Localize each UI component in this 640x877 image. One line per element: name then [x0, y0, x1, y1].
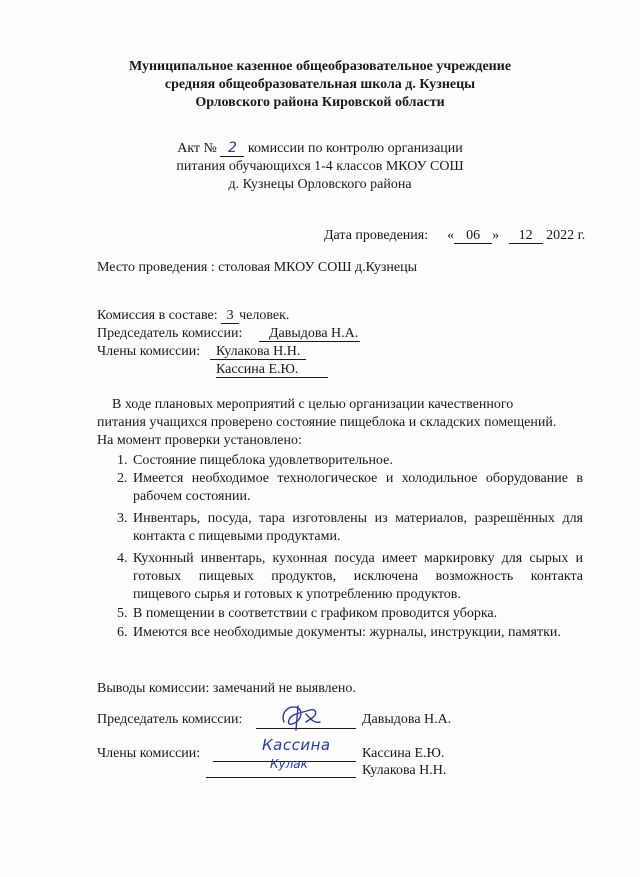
intro-line-2: питания учащихся проверено состояние пищеблока и складских помещений. [97, 415, 557, 430]
finding-3-line-1: Инвентарь, посуда, тара изготовлены из материалов, разрешённых для [133, 511, 583, 526]
finding-4-line-3: пищевого сырья и готовых к употреблению продуктов. [133, 587, 461, 602]
quote-open: « [447, 228, 455, 243]
member-2-handwritten-signature: Кулак [270, 757, 308, 771]
inspection-place: Место проведения : столовая МКОУ СОШ д.Кузнецы [97, 260, 417, 275]
date-day: 06 [454, 229, 492, 244]
act-title-line-2: питания обучающихся 1-4 классов МКОУ СОШ [176, 159, 464, 174]
finding-4-line-1: Кухонный инвентарь, кухонная посуда имеет маркировку для сырых и [133, 551, 583, 566]
intro-line-1: В ходе плановых мероприятий с целью организации качественного [112, 397, 514, 412]
finding-4-line-2: готовых пищевых продуктов, исключена возможность контакта [133, 569, 583, 584]
quote-close: » [492, 228, 500, 243]
composition-label: Комиссия в составе: [97, 308, 218, 323]
members-label: Члены комиссии: [97, 344, 201, 359]
chair-name: Давыдова Н.А. [259, 325, 360, 343]
commission-composition [97, 307, 289, 325]
commission-conclusion: Выводы комиссии: замечаний не выявлено. [97, 681, 356, 696]
date-year: 2022 г. [546, 228, 586, 243]
inspection-date [324, 227, 585, 245]
finding-3-line-2: контакта с пищевыми продуктами. [133, 529, 341, 544]
act-title-rest: комиссии по контролю организации [247, 141, 463, 156]
member-1-name: Кулакова Н.Н. [210, 343, 306, 361]
date-month: 12 [509, 229, 543, 244]
signature-chair-label: Председатель комиссии: [97, 712, 243, 727]
org-name-line-2: средняя общеобразовательная школа д. Кузнецы [164, 77, 476, 92]
act-title-line-3: д. Кузнецы Орловского района [228, 177, 412, 192]
finding-1-line-1: Состояние пищеблока удовлетворительное. [133, 453, 393, 468]
finding-4-number: 4. [117, 551, 128, 566]
signature-member-2-name: Кулакова Н.Н. [362, 763, 447, 778]
finding-6-line-1: Имеются все необходимые документы: журналы, инструкции, памятки. [133, 625, 561, 640]
finding-5-line-1: В помещении в соответствии с графиком проводится уборка. [133, 606, 498, 621]
finding-6-number: 6. [117, 625, 128, 640]
finding-3-number: 3. [117, 511, 128, 526]
finding-2-line-2: рабочем состоянии. [133, 489, 251, 504]
act-prefix: Акт № [177, 141, 217, 156]
finding-1-number: 1. [117, 453, 128, 468]
count-suffix: человек. [239, 308, 290, 323]
act-number: 2 [220, 141, 244, 157]
signature-chair-name: Давыдова Н.А. [362, 712, 452, 727]
signature-member-2-line [206, 777, 356, 778]
signature-members-label: Члены комиссии: [97, 746, 201, 761]
commission-chair [97, 325, 242, 343]
member-1-handwritten-signature: Кассина [262, 736, 331, 754]
chair-label: Председатель комиссии: [97, 326, 243, 341]
member-count: 3 [221, 309, 239, 324]
finding-5-number: 5. [117, 606, 128, 621]
chair-signature-icon [276, 700, 326, 734]
date-label: Дата проведения: [324, 228, 429, 243]
org-name-line-1: Муниципальное казенное общеобразовательное учреждение [128, 59, 512, 74]
act-title-line-1 [0, 140, 640, 158]
finding-2-number: 2. [117, 471, 128, 486]
member-2-name: Кассина Е.Ю. [216, 361, 328, 379]
org-name-line-3: Орловского района Кировской области [195, 95, 445, 110]
signature-member-1-name: Кассина Е.Ю. [362, 746, 445, 761]
intro-line-3: На момент проверки установлено: [97, 433, 302, 448]
finding-2-line-1: Имеется необходимое технологическое и холодильное оборудование в [133, 471, 583, 486]
